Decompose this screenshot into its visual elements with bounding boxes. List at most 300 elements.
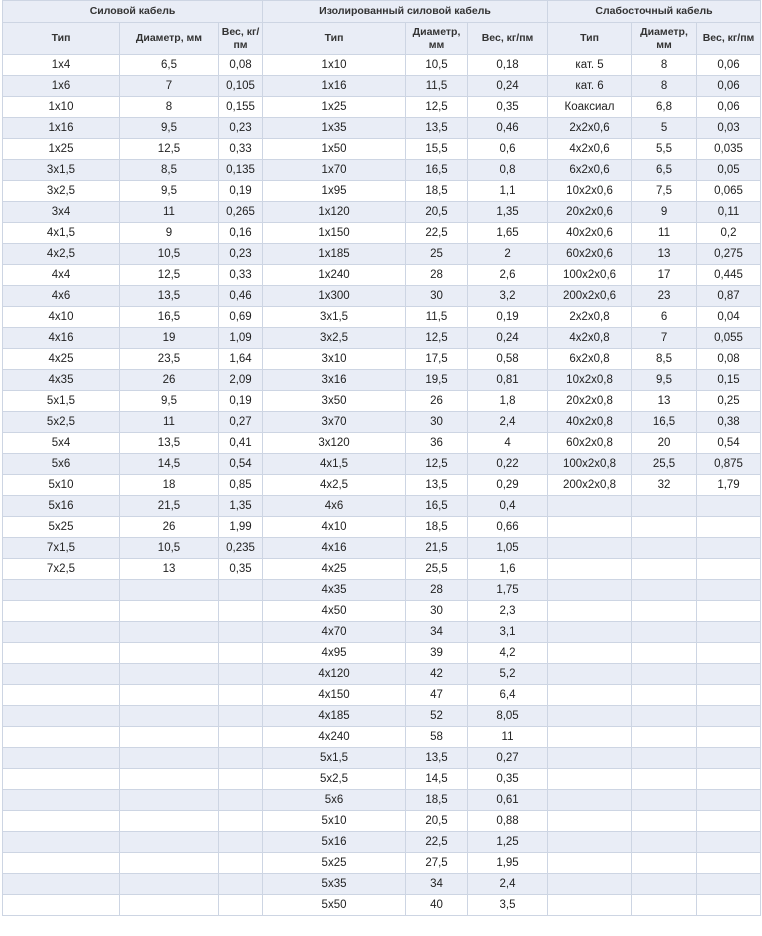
table-row — [3, 118, 761, 139]
table-cell — [120, 811, 219, 832]
table-cell — [548, 664, 632, 685]
table-cell: 4x70 — [263, 622, 406, 643]
table-body — [3, 55, 761, 916]
table-cell: 20 — [632, 433, 697, 454]
table-cell — [120, 622, 219, 643]
cable-specs-table — [2, 0, 761, 916]
table-cell: 3x2,5 — [3, 181, 120, 202]
table-cell — [120, 664, 219, 685]
table-cell: 23 — [632, 286, 697, 307]
table-cell — [548, 748, 632, 769]
table-cell: 13,5 — [120, 433, 219, 454]
table-cell — [632, 559, 697, 580]
table-row — [3, 664, 761, 685]
table-cell: 1,09 — [219, 328, 263, 349]
table-cell — [219, 706, 263, 727]
table-cell: 25,5 — [632, 454, 697, 475]
table-cell: 2,4 — [468, 412, 548, 433]
table-cell: 60x2x0,6 — [548, 244, 632, 265]
table-cell: 7,5 — [632, 181, 697, 202]
table-row — [3, 853, 761, 874]
table-cell: 0,85 — [219, 475, 263, 496]
table-row — [3, 412, 761, 433]
table-row — [3, 265, 761, 286]
table-cell: 4x1,5 — [263, 454, 406, 475]
table-cell: 0,03 — [697, 118, 761, 139]
table-row — [3, 55, 761, 76]
table-row — [3, 307, 761, 328]
table-cell: 30 — [406, 412, 468, 433]
table-cell: 6x2x0,6 — [548, 160, 632, 181]
table-cell: 6 — [632, 307, 697, 328]
table-cell: 0,06 — [697, 76, 761, 97]
table-row — [3, 601, 761, 622]
table-row — [3, 391, 761, 412]
table-cell — [548, 496, 632, 517]
table-cell: 3x2,5 — [263, 328, 406, 349]
table-cell: 7 — [632, 328, 697, 349]
table-cell: 4,2 — [468, 643, 548, 664]
table-cell — [219, 832, 263, 853]
table-cell: 10,5 — [120, 538, 219, 559]
table-cell: 0,35 — [219, 559, 263, 580]
table-cell — [548, 706, 632, 727]
table-cell — [697, 685, 761, 706]
table-cell — [548, 769, 632, 790]
column-header: Вес, кг/пм — [468, 23, 548, 55]
table-cell: 42 — [406, 664, 468, 685]
table-cell: 0,15 — [697, 370, 761, 391]
table-cell — [697, 811, 761, 832]
table-row — [3, 685, 761, 706]
table-row — [3, 748, 761, 769]
table-cell: 34 — [406, 874, 468, 895]
table-cell: 0,05 — [697, 160, 761, 181]
table-cell: 1x25 — [263, 97, 406, 118]
table-cell — [632, 895, 697, 916]
table-cell: 22,5 — [406, 223, 468, 244]
table-cell: 7 — [120, 76, 219, 97]
table-cell: 1x120 — [263, 202, 406, 223]
table-row — [3, 580, 761, 601]
table-cell: 9,5 — [120, 118, 219, 139]
table-cell — [120, 643, 219, 664]
table-cell — [219, 790, 263, 811]
table-cell: 9,5 — [632, 370, 697, 391]
table-cell: 7x2,5 — [3, 559, 120, 580]
table-cell: 18 — [120, 475, 219, 496]
table-cell: 1,64 — [219, 349, 263, 370]
table-cell: 5x4 — [3, 433, 120, 454]
table-cell: 1x10 — [263, 55, 406, 76]
table-cell — [3, 832, 120, 853]
table-cell: 16,5 — [120, 307, 219, 328]
table-cell: 0,24 — [468, 76, 548, 97]
table-cell — [697, 538, 761, 559]
table-cell — [219, 811, 263, 832]
table-cell: 0,16 — [219, 223, 263, 244]
table-cell: 21,5 — [406, 538, 468, 559]
table-cell — [120, 832, 219, 853]
table-cell: 13,5 — [120, 286, 219, 307]
table-cell — [632, 517, 697, 538]
table-cell: 0,27 — [219, 412, 263, 433]
table-cell: 40 — [406, 895, 468, 916]
table-cell — [3, 580, 120, 601]
group-header-power-cable: Силовой кабель — [3, 1, 263, 23]
table-cell: 0,88 — [468, 811, 548, 832]
table-cell — [120, 580, 219, 601]
table-cell — [3, 685, 120, 706]
table-cell — [632, 601, 697, 622]
table-cell: 15,5 — [406, 139, 468, 160]
table-cell: 9 — [120, 223, 219, 244]
table-cell: 5x16 — [263, 832, 406, 853]
table-cell: 3x70 — [263, 412, 406, 433]
table-cell: 4 — [468, 433, 548, 454]
column-header: Вес, кг/пм — [697, 23, 761, 55]
table-cell — [697, 727, 761, 748]
table-cell — [548, 622, 632, 643]
table-cell: 0,19 — [219, 391, 263, 412]
table-cell — [548, 790, 632, 811]
table-row — [3, 349, 761, 370]
table-cell — [632, 664, 697, 685]
table-cell: 1x70 — [263, 160, 406, 181]
table-cell: 2,4 — [468, 874, 548, 895]
table-cell — [697, 874, 761, 895]
table-cell — [548, 874, 632, 895]
table-cell: 0,38 — [697, 412, 761, 433]
table-row — [3, 76, 761, 97]
table-cell — [548, 853, 632, 874]
table-cell — [3, 727, 120, 748]
table-row — [3, 160, 761, 181]
table-cell: 8,05 — [468, 706, 548, 727]
table-cell: 9,5 — [120, 181, 219, 202]
table-cell — [697, 769, 761, 790]
table-cell: 0,58 — [468, 349, 548, 370]
table-cell: 19 — [120, 328, 219, 349]
table-cell — [3, 895, 120, 916]
table-cell: 1x6 — [3, 76, 120, 97]
table-cell: 8 — [632, 76, 697, 97]
table-cell: 27,5 — [406, 853, 468, 874]
table-cell: кат. 5 — [548, 55, 632, 76]
table-cell — [697, 496, 761, 517]
table-cell: 3x120 — [263, 433, 406, 454]
table-cell: 5x1,5 — [3, 391, 120, 412]
table-cell: 1x25 — [3, 139, 120, 160]
table-cell — [632, 811, 697, 832]
table-cell: 0,19 — [468, 307, 548, 328]
table-row — [3, 181, 761, 202]
table-cell: 12,5 — [120, 139, 219, 160]
table-cell — [219, 895, 263, 916]
table-cell — [219, 643, 263, 664]
table-cell: 100x2x0,8 — [548, 454, 632, 475]
table-cell: 18,5 — [406, 181, 468, 202]
table-cell: 0,22 — [468, 454, 548, 475]
table-cell: кат. 6 — [548, 76, 632, 97]
table-cell: 6,4 — [468, 685, 548, 706]
table-cell: 4x25 — [263, 559, 406, 580]
table-cell: 4x120 — [263, 664, 406, 685]
table-row — [3, 811, 761, 832]
table-cell: 9,5 — [120, 391, 219, 412]
table-cell: 0,87 — [697, 286, 761, 307]
table-cell: 3,1 — [468, 622, 548, 643]
table-cell — [219, 853, 263, 874]
table-cell: 10x2x0,8 — [548, 370, 632, 391]
table-cell: 3,2 — [468, 286, 548, 307]
table-cell: 1,35 — [468, 202, 548, 223]
table-cell — [219, 622, 263, 643]
table-cell: 12,5 — [406, 328, 468, 349]
table-cell: 0,33 — [219, 265, 263, 286]
table-cell — [697, 559, 761, 580]
table-cell: 0,055 — [697, 328, 761, 349]
table-row — [3, 622, 761, 643]
table-cell: 17,5 — [406, 349, 468, 370]
table-cell: 5x25 — [263, 853, 406, 874]
table-cell — [3, 811, 120, 832]
table-cell — [697, 748, 761, 769]
table-cell — [219, 685, 263, 706]
table-cell — [3, 874, 120, 895]
table-row — [3, 643, 761, 664]
table-row — [3, 706, 761, 727]
table-cell — [3, 748, 120, 769]
table-cell: 1x240 — [263, 265, 406, 286]
table-cell: 1,79 — [697, 475, 761, 496]
table-cell: 0,61 — [468, 790, 548, 811]
table-cell: 1,05 — [468, 538, 548, 559]
table-cell: 14,5 — [406, 769, 468, 790]
table-cell: 4x6 — [3, 286, 120, 307]
table-cell: 1x4 — [3, 55, 120, 76]
group-header-low-current-cable: Слабосточный кабель — [548, 1, 761, 23]
table-cell: 0,19 — [219, 181, 263, 202]
column-header: Вес, кг/пм — [219, 23, 263, 55]
table-cell: 4x16 — [3, 328, 120, 349]
table-cell: 5x10 — [3, 475, 120, 496]
table-cell: 0,265 — [219, 202, 263, 223]
table-cell: 1,95 — [468, 853, 548, 874]
table-cell: 5x10 — [263, 811, 406, 832]
table-cell: 4x35 — [263, 580, 406, 601]
table-cell: 0,06 — [697, 97, 761, 118]
table-row — [3, 286, 761, 307]
table-cell — [120, 685, 219, 706]
table-cell: 2,3 — [468, 601, 548, 622]
table-cell: 5x16 — [3, 496, 120, 517]
table-cell — [697, 853, 761, 874]
table-cell: 16,5 — [406, 160, 468, 181]
table-row — [3, 517, 761, 538]
table-cell: 1,35 — [219, 496, 263, 517]
table-cell: 0,11 — [697, 202, 761, 223]
table-cell: 2 — [468, 244, 548, 265]
table-cell: 4x240 — [263, 727, 406, 748]
table-cell — [548, 832, 632, 853]
table-cell: 0,08 — [219, 55, 263, 76]
table-cell — [219, 769, 263, 790]
table-cell — [548, 538, 632, 559]
table-cell: 3,5 — [468, 895, 548, 916]
table-row — [3, 874, 761, 895]
table-cell: 4x95 — [263, 643, 406, 664]
table-cell: 1,65 — [468, 223, 548, 244]
table-cell: 5,5 — [632, 139, 697, 160]
table-cell: 21,5 — [120, 496, 219, 517]
table-cell: 16,5 — [632, 412, 697, 433]
table-cell: 1x16 — [3, 118, 120, 139]
table-cell: 0,065 — [697, 181, 761, 202]
table-cell: 4x2,5 — [3, 244, 120, 265]
table-cell: 1x35 — [263, 118, 406, 139]
table-cell — [632, 622, 697, 643]
table-cell: 0,875 — [697, 454, 761, 475]
table-cell: 8,5 — [632, 349, 697, 370]
table-row — [3, 328, 761, 349]
table-cell: 0,35 — [468, 769, 548, 790]
table-cell: 0,275 — [697, 244, 761, 265]
table-cell: 4x2x0,8 — [548, 328, 632, 349]
table-cell: 0,155 — [219, 97, 263, 118]
column-header: Тип — [263, 23, 406, 55]
table-cell: 14,5 — [120, 454, 219, 475]
table-cell: 20x2x0,8 — [548, 391, 632, 412]
table-cell: 0,08 — [697, 349, 761, 370]
table-cell — [632, 748, 697, 769]
table-cell: 1,6 — [468, 559, 548, 580]
table-cell — [3, 601, 120, 622]
table-cell: 6x2x0,8 — [548, 349, 632, 370]
table-cell: 11 — [632, 223, 697, 244]
table-cell: 0,2 — [697, 223, 761, 244]
table-cell — [697, 622, 761, 643]
table-cell: 4x1,5 — [3, 223, 120, 244]
table-cell: 11 — [120, 202, 219, 223]
table-cell: 18,5 — [406, 517, 468, 538]
table-cell: 17 — [632, 265, 697, 286]
table-cell: 2x2x0,6 — [548, 118, 632, 139]
table-cell — [632, 496, 697, 517]
table-cell: 3x10 — [263, 349, 406, 370]
table-cell: 18,5 — [406, 790, 468, 811]
table-cell: 5,2 — [468, 664, 548, 685]
column-header: Тип — [548, 23, 632, 55]
table-cell: 4x50 — [263, 601, 406, 622]
table-row — [3, 139, 761, 160]
table-cell: 26 — [406, 391, 468, 412]
table-cell: 26 — [120, 517, 219, 538]
table-cell: 4x4 — [3, 265, 120, 286]
table-cell: 0,54 — [219, 454, 263, 475]
table-cell: 10,5 — [406, 55, 468, 76]
table-cell: 32 — [632, 475, 697, 496]
table-row — [3, 496, 761, 517]
table-row — [3, 790, 761, 811]
table-row — [3, 244, 761, 265]
table-cell — [548, 601, 632, 622]
table-cell: 3x1,5 — [3, 160, 120, 181]
table-cell: 8 — [632, 55, 697, 76]
table-cell: 4x2,5 — [263, 475, 406, 496]
table-cell — [3, 706, 120, 727]
table-cell — [120, 706, 219, 727]
table-cell — [697, 895, 761, 916]
table-cell — [3, 790, 120, 811]
table-row — [3, 202, 761, 223]
table-cell: 5x6 — [263, 790, 406, 811]
table-cell — [632, 874, 697, 895]
table-cell: 13,5 — [406, 118, 468, 139]
table-cell: 1x150 — [263, 223, 406, 244]
table-cell: 1,1 — [468, 181, 548, 202]
table-cell — [3, 622, 120, 643]
column-header: Тип — [3, 23, 120, 55]
table-cell: 6,8 — [632, 97, 697, 118]
table-cell: 0,66 — [468, 517, 548, 538]
table-cell: 13 — [632, 244, 697, 265]
table-cell — [120, 895, 219, 916]
table-cell: 12,5 — [406, 454, 468, 475]
table-row — [3, 769, 761, 790]
table-cell: 100x2x0,6 — [548, 265, 632, 286]
table-cell — [632, 853, 697, 874]
table-cell: 1x300 — [263, 286, 406, 307]
table-row — [3, 223, 761, 244]
column-header: Диаметр, мм — [632, 23, 697, 55]
table-cell: 11 — [120, 412, 219, 433]
table-cell: 1x95 — [263, 181, 406, 202]
table-cell: 4x185 — [263, 706, 406, 727]
table-cell — [219, 601, 263, 622]
table-row — [3, 97, 761, 118]
table-cell: 200x2x0,6 — [548, 286, 632, 307]
table-cell: 36 — [406, 433, 468, 454]
table-cell: 11,5 — [406, 307, 468, 328]
table-cell — [697, 706, 761, 727]
table-cell: 3x1,5 — [263, 307, 406, 328]
table-cell: 5 — [632, 118, 697, 139]
table-cell: 58 — [406, 727, 468, 748]
table-cell: Коаксиал — [548, 97, 632, 118]
table-cell: 4x10 — [3, 307, 120, 328]
table-cell: 1x185 — [263, 244, 406, 265]
table-cell: 20x2x0,6 — [548, 202, 632, 223]
table-cell — [632, 790, 697, 811]
table-cell: 12,5 — [120, 265, 219, 286]
table-row — [3, 559, 761, 580]
table-cell: 0,06 — [697, 55, 761, 76]
table-cell: 52 — [406, 706, 468, 727]
table-cell — [548, 811, 632, 832]
table-cell: 0,035 — [697, 139, 761, 160]
table-cell: 2,09 — [219, 370, 263, 391]
table-cell: 25,5 — [406, 559, 468, 580]
table-cell — [120, 601, 219, 622]
table-cell: 47 — [406, 685, 468, 706]
table-cell: 0,24 — [468, 328, 548, 349]
table-cell: 34 — [406, 622, 468, 643]
table-cell — [219, 727, 263, 748]
table-cell — [548, 559, 632, 580]
table-cell: 1,99 — [219, 517, 263, 538]
table-cell: 0,235 — [219, 538, 263, 559]
